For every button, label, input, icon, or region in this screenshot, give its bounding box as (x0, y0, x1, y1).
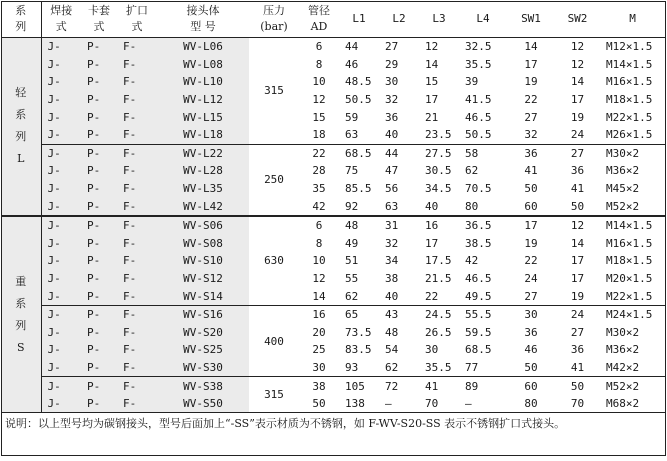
fitting-spec-table (1, 1, 665, 433)
dim-l2: 32 (385, 93, 399, 107)
dim-l2: 29 (385, 57, 399, 71)
sleeve-prefix: P- (81, 305, 117, 323)
dim-m: M14×1.5 (606, 57, 653, 71)
note-row (1, 413, 665, 434)
dim-l3: 26.5 (425, 325, 452, 339)
dim-l3: 30.5 (425, 164, 452, 178)
sleeve-prefix: P- (81, 324, 117, 342)
pipe-diameter: 8 (315, 57, 323, 71)
dim-l2: 54 (385, 343, 399, 357)
flare-prefix: F- (117, 305, 157, 323)
dim-sw1: 36 (524, 325, 538, 339)
weld-prefix: J- (41, 377, 81, 395)
dim-l3: 14 (425, 57, 439, 71)
model-code: WV-S08 (157, 235, 249, 253)
dim-l1: 59 (345, 110, 359, 124)
dim-l3: 12 (425, 40, 439, 54)
pressure-value: 250 (249, 144, 299, 216)
dim-l3: 27.5 (419, 144, 459, 162)
table-row (1, 287, 665, 305)
dim-l1: 46 (345, 57, 359, 71)
flare-prefix: F- (117, 162, 157, 180)
table-row (1, 235, 665, 253)
model-code: WV-S16 (157, 305, 249, 323)
flare-prefix: F- (117, 235, 157, 253)
dim-l1: 55 (345, 272, 359, 286)
sleeve-prefix: P- (81, 73, 117, 91)
dim-l4: 35.5 (465, 57, 492, 71)
col-header-l2: L2 (379, 1, 419, 38)
dim-sw1: 41 (524, 164, 538, 178)
col-header-weld: 焊接 式 (41, 1, 81, 38)
dim-sw2: 24 (570, 128, 585, 142)
pipe-diameter: 42 (312, 199, 326, 213)
dim-sw2: 19 (570, 110, 585, 124)
dim-l3: 22 (425, 289, 439, 303)
flare-prefix: F- (117, 395, 157, 413)
dim-sw2: 19 (570, 289, 585, 303)
table-row (1, 252, 665, 270)
flare-prefix: F- (117, 324, 157, 342)
table-row (1, 144, 665, 162)
dim-l3: 17 (425, 93, 439, 107)
flare-prefix: F- (117, 197, 157, 216)
flare-prefix: F- (117, 341, 157, 359)
weld-prefix: J- (41, 38, 81, 56)
sleeve-prefix: P- (81, 395, 117, 413)
sleeve-prefix: P- (81, 56, 117, 74)
table-row (1, 270, 665, 288)
dim-sw1: 60 (524, 199, 538, 213)
dim-l4: 68.5 (465, 343, 492, 357)
header-row (1, 1, 665, 38)
model-code: WV-L06 (157, 38, 249, 56)
dim-sw1: 27 (524, 110, 538, 124)
flare-prefix: F- (117, 108, 157, 126)
col-header-sw2: SW2 (555, 1, 600, 38)
model-code: WV-L28 (157, 162, 249, 180)
dim-l2: 63 (385, 199, 399, 213)
pipe-diameter: 22 (299, 144, 339, 162)
model-code: WV-L22 (157, 144, 249, 162)
dim-m: M24×1.5 (600, 305, 665, 323)
dim-m: M36×2 (606, 343, 640, 357)
sleeve-prefix: P- (81, 216, 117, 235)
dim-l1: 51 (345, 254, 359, 268)
dim-m: M42×2 (606, 360, 640, 374)
table-row (1, 324, 665, 342)
flare-prefix: F- (117, 287, 157, 305)
pipe-diameter: 35 (312, 182, 326, 196)
dim-sw1: 50 (524, 182, 538, 196)
dim-l3: 17.5 (425, 254, 452, 268)
dim-m: M52×2 (600, 377, 665, 395)
table-row (1, 341, 665, 359)
series-label: 轻 系 列 L (1, 38, 41, 216)
table-row (1, 126, 665, 144)
flare-prefix: F- (117, 216, 157, 235)
dim-l3: 40 (425, 199, 439, 213)
dim-l2: 48 (385, 325, 399, 339)
model-code: WV-L12 (157, 91, 249, 109)
dim-sw2: 36 (570, 164, 585, 178)
flare-prefix: F- (117, 126, 157, 144)
pipe-diameter: 6 (315, 40, 323, 54)
sleeve-prefix: P- (81, 197, 117, 216)
weld-prefix: J- (41, 162, 81, 180)
pipe-diameter: 8 (315, 236, 323, 250)
pipe-diameter: 18 (312, 128, 326, 142)
dim-sw1: 14 (524, 40, 538, 54)
dim-l4: 41.5 (465, 93, 492, 107)
dim-m: M45×2 (606, 182, 640, 196)
dim-m: M22×1.5 (606, 289, 653, 303)
dim-l2: 27 (385, 40, 399, 54)
dim-l2: 31 (379, 216, 419, 235)
dim-l3: 17 (425, 236, 439, 250)
model-code: WV-S14 (157, 287, 249, 305)
dim-l4: 39 (465, 75, 479, 89)
dim-l2: 62 (385, 360, 399, 374)
dim-l2: 32 (385, 236, 399, 250)
table-row (1, 180, 665, 198)
flare-prefix: F- (117, 270, 157, 288)
footnote: 说明：以上型号均为碳钢接头，型号后面加上“-SS”表示材质为不锈钢，如 F-WV-S20-SS 表示不锈钢扩口式接头。 (1, 413, 665, 434)
dim-m: M68×2 (606, 397, 640, 411)
sleeve-prefix: P- (81, 341, 117, 359)
table-row (1, 73, 665, 91)
dim-sw1: 17 (507, 216, 555, 235)
dim-l1: 44 (345, 40, 359, 54)
model-code: WV-L08 (157, 56, 249, 74)
dim-l3: 24.5 (419, 305, 459, 323)
dim-sw1: 36 (507, 144, 555, 162)
sleeve-prefix: P- (81, 252, 117, 270)
dim-l4: 62 (465, 164, 479, 178)
dim-l1: 48 (339, 216, 379, 235)
pipe-diameter: 10 (312, 75, 326, 89)
pipe-diameter: 15 (312, 110, 326, 124)
dim-l4: 89 (459, 377, 507, 395)
dim-sw2: 27 (570, 325, 585, 339)
dim-l4: – (465, 397, 472, 411)
dim-l1: 75 (345, 164, 359, 178)
model-code: WV-S38 (157, 377, 249, 395)
dim-l1: 68.5 (339, 144, 379, 162)
col-header-series: 系 列 (1, 1, 41, 38)
dim-l3: 21.5 (425, 272, 452, 286)
dim-l3: 30 (425, 343, 439, 357)
dim-l2: 40 (385, 128, 399, 142)
col-header-m: M (600, 1, 665, 38)
dim-l4: 38.5 (465, 236, 492, 250)
col-header-l4: L4 (459, 1, 507, 38)
flare-prefix: F- (117, 359, 157, 377)
weld-prefix: J- (41, 216, 81, 235)
dim-sw1: 22 (524, 254, 538, 268)
table-row (1, 197, 665, 216)
weld-prefix: J- (41, 359, 81, 377)
dim-sw1: 17 (524, 57, 538, 71)
col-header-sw1: SW1 (507, 1, 555, 38)
dim-l2: 38 (385, 272, 399, 286)
dim-l4: 58 (459, 144, 507, 162)
sleeve-prefix: P- (81, 235, 117, 253)
weld-prefix: J- (41, 73, 81, 91)
dim-sw1: 80 (524, 397, 538, 411)
pipe-diameter: 6 (299, 216, 339, 235)
dim-l1: 73.5 (345, 325, 372, 339)
weld-prefix: J- (41, 144, 81, 162)
dim-sw1: 19 (524, 236, 538, 250)
pipe-diameter: 30 (312, 360, 326, 374)
dim-l1: 63 (345, 128, 359, 142)
table-row (1, 91, 665, 109)
dim-sw1: 50 (524, 360, 538, 374)
pressure-value: 315 (264, 84, 284, 98)
dim-l4: 55.5 (459, 305, 507, 323)
model-code: WV-S12 (157, 270, 249, 288)
table-row (1, 305, 665, 323)
sleeve-prefix: P- (81, 270, 117, 288)
table-row (1, 162, 665, 180)
dim-l4: 36.5 (459, 216, 507, 235)
dim-sw1: 27 (524, 289, 538, 303)
dim-m: M20×1.5 (606, 272, 653, 286)
flare-prefix: F- (117, 252, 157, 270)
dim-l3: 35.5 (425, 360, 452, 374)
pressure-value: 630 (249, 216, 299, 305)
dim-l1: 105 (339, 377, 379, 395)
dim-l1: 83.5 (345, 343, 372, 357)
dim-l3: 70 (425, 397, 439, 411)
flare-prefix: F- (117, 180, 157, 198)
weld-prefix: J- (41, 270, 81, 288)
model-code: WV-S20 (157, 324, 249, 342)
table-row (1, 38, 665, 56)
pipe-diameter: 12 (312, 272, 326, 286)
dim-l2: 56 (385, 182, 399, 196)
dim-l1: 85.5 (345, 182, 372, 196)
dim-m: M30×2 (606, 325, 640, 339)
dim-l4: 70.5 (465, 182, 492, 196)
dim-l1: 138 (345, 397, 365, 411)
pipe-diameter: 12 (312, 93, 326, 107)
col-header-flare: 扩口 式 (117, 1, 157, 38)
model-code: WV-L10 (157, 73, 249, 91)
col-header-model: 接头体 型 号 (157, 1, 249, 38)
weld-prefix: J- (41, 341, 81, 359)
weld-prefix: J- (41, 56, 81, 74)
dim-m: M16×1.5 (606, 236, 653, 250)
weld-prefix: J- (41, 126, 81, 144)
dim-l4: 50.5 (465, 128, 492, 142)
dim-l4: 46.5 (465, 110, 492, 124)
dim-sw2: 12 (570, 40, 585, 54)
dim-sw2: 50 (570, 199, 585, 213)
dim-l1: 92 (345, 199, 359, 213)
sleeve-prefix: P- (81, 91, 117, 109)
dim-l2: 36 (385, 110, 399, 124)
weld-prefix: J- (41, 108, 81, 126)
table-row (1, 56, 665, 74)
dim-l3: 15 (425, 75, 439, 89)
dim-sw2: 24 (555, 305, 600, 323)
dim-sw1: 60 (507, 377, 555, 395)
dim-l4: 46.5 (465, 272, 492, 286)
dim-m: M30×2 (600, 144, 665, 162)
model-code: WV-S30 (157, 359, 249, 377)
sleeve-prefix: P- (81, 377, 117, 395)
dim-l2: 72 (379, 377, 419, 395)
dim-l1: 49 (345, 236, 359, 250)
dim-sw2: 41 (570, 360, 585, 374)
dim-l2: 40 (385, 289, 399, 303)
model-code: WV-L18 (157, 126, 249, 144)
series-label: 重 系 列 S (1, 216, 41, 413)
dim-l4: 32.5 (465, 40, 492, 54)
model-code: WV-L42 (157, 197, 249, 216)
dim-sw2: 50 (555, 377, 600, 395)
dim-l3: 34.5 (425, 182, 452, 196)
dim-sw2: 17 (570, 93, 585, 107)
dim-sw1: 30 (507, 305, 555, 323)
sleeve-prefix: P- (81, 359, 117, 377)
sleeve-prefix: P- (81, 38, 117, 56)
weld-prefix: J- (41, 305, 81, 323)
dim-l2: 30 (385, 75, 399, 89)
dim-l4: 80 (465, 199, 479, 213)
dim-sw2: 14 (570, 75, 585, 89)
weld-prefix: J- (41, 180, 81, 198)
dim-l2: 34 (385, 254, 399, 268)
col-header-l1: L1 (339, 1, 379, 38)
dim-sw1: 22 (524, 93, 538, 107)
dim-l3: 23.5 (425, 128, 452, 142)
dim-l1: 65 (339, 305, 379, 323)
model-code: WV-S50 (157, 395, 249, 413)
pipe-diameter: 20 (312, 325, 326, 339)
dim-l1: 48.5 (345, 75, 372, 89)
dim-m: M18×1.5 (606, 93, 653, 107)
dim-sw2: 70 (570, 397, 585, 411)
sleeve-prefix: P- (81, 162, 117, 180)
dim-l1: 93 (345, 360, 359, 374)
table-row (1, 216, 665, 235)
pressure-value: 315 (249, 377, 299, 413)
sleeve-prefix: P- (81, 287, 117, 305)
sleeve-prefix: P- (81, 126, 117, 144)
col-header-pipe: 管径 AD (299, 1, 339, 38)
weld-prefix: J- (41, 91, 81, 109)
dim-l2: 44 (379, 144, 419, 162)
flare-prefix: F- (117, 91, 157, 109)
dim-m: M18×1.5 (606, 254, 653, 268)
table-row (1, 377, 665, 395)
dim-sw2: 14 (570, 236, 585, 250)
col-header-sleeve: 卡套 式 (81, 1, 117, 38)
dim-sw1: 19 (524, 75, 538, 89)
flare-prefix: F- (117, 38, 157, 56)
model-code: WV-S06 (157, 216, 249, 235)
dim-sw2: 41 (570, 182, 585, 196)
dim-sw2: 36 (570, 343, 585, 357)
pipe-diameter: 38 (299, 377, 339, 395)
dim-l1: 62 (345, 289, 359, 303)
table-row (1, 359, 665, 377)
weld-prefix: J- (41, 395, 81, 413)
dim-m: M36×2 (606, 164, 640, 178)
dim-m: M26×1.5 (606, 128, 653, 142)
pipe-diameter: 25 (312, 343, 326, 357)
sleeve-prefix: P- (81, 180, 117, 198)
pipe-diameter: 10 (312, 254, 326, 268)
dim-m: M22×1.5 (606, 110, 653, 124)
dim-l2: 47 (385, 164, 399, 178)
pipe-diameter: 14 (312, 289, 326, 303)
weld-prefix: J- (41, 252, 81, 270)
dim-l4: 59.5 (465, 325, 492, 339)
flare-prefix: F- (117, 377, 157, 395)
col-header-l3: L3 (419, 1, 459, 38)
table-row (1, 108, 665, 126)
weld-prefix: J- (41, 324, 81, 342)
flare-prefix: F- (117, 56, 157, 74)
weld-prefix: J- (41, 197, 81, 216)
dim-l4: 77 (465, 360, 479, 374)
flare-prefix: F- (117, 73, 157, 91)
dim-l4: 49.5 (465, 289, 492, 303)
model-code: WV-S25 (157, 341, 249, 359)
weld-prefix: J- (41, 235, 81, 253)
dim-m: M12×1.5 (606, 40, 653, 54)
col-header-pressure: 压力 (bar) (249, 1, 299, 38)
pipe-diameter: 16 (299, 305, 339, 323)
dim-l1: 50.5 (345, 93, 372, 107)
dim-l4: 42 (465, 254, 479, 268)
dim-sw2: 17 (570, 272, 585, 286)
dim-l2: 43 (379, 305, 419, 323)
weld-prefix: J- (41, 287, 81, 305)
dim-sw2: 27 (555, 144, 600, 162)
dim-m: M16×1.5 (606, 75, 653, 89)
model-code: WV-L35 (157, 180, 249, 198)
dim-m: M52×2 (606, 199, 640, 213)
dim-l3: 16 (419, 216, 459, 235)
dim-l2: – (385, 397, 392, 411)
pipe-diameter: 28 (312, 164, 326, 178)
sleeve-prefix: P- (81, 108, 117, 126)
pipe-diameter: 50 (312, 397, 326, 411)
flare-prefix: F- (117, 144, 157, 162)
model-code: WV-S10 (157, 252, 249, 270)
dim-m: M14×1.5 (600, 216, 665, 235)
dim-sw1: 46 (524, 343, 538, 357)
dim-sw1: 24 (524, 272, 538, 286)
pressure-value: 400 (249, 305, 299, 376)
table-row (1, 395, 665, 413)
dim-l3: 21 (425, 110, 439, 124)
sleeve-prefix: P- (81, 144, 117, 162)
dim-l3: 41 (419, 377, 459, 395)
dim-sw2: 12 (570, 57, 585, 71)
model-code: WV-L15 (157, 108, 249, 126)
dim-sw1: 32 (524, 128, 538, 142)
dim-sw2: 12 (555, 216, 600, 235)
dim-sw2: 17 (570, 254, 585, 268)
